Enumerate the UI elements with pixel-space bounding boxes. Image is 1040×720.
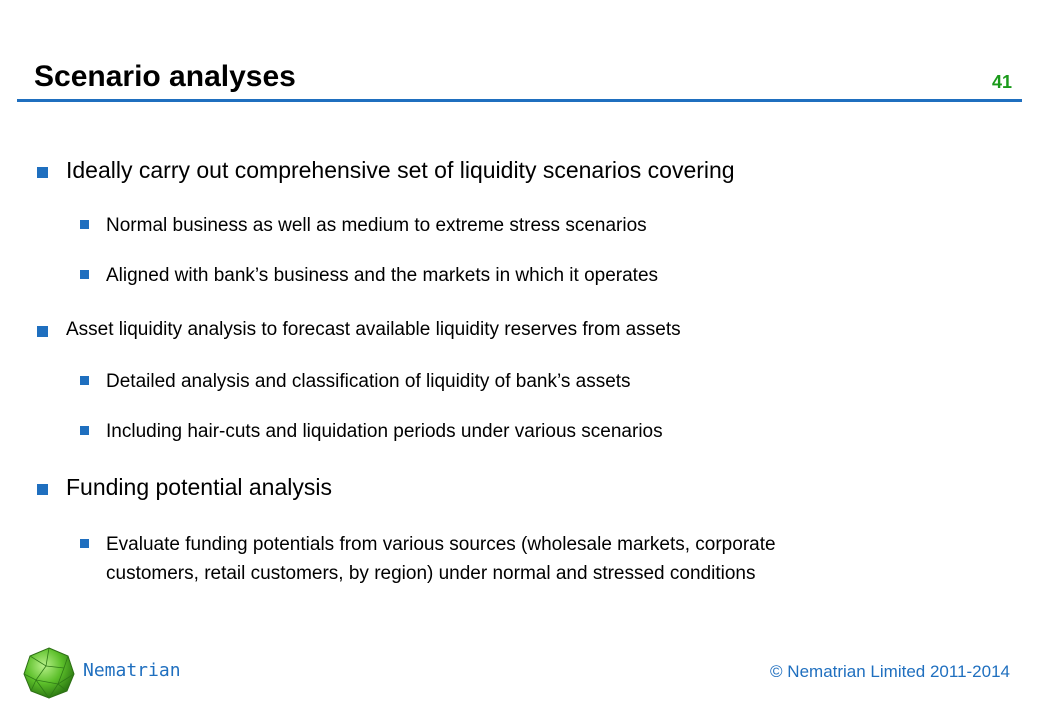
- bullet-text: Evaluate funding potentials from various sources (wholesale markets, corporate: [106, 534, 776, 555]
- slide-title: Scenario analyses: [34, 60, 296, 93]
- bullet-text: Aligned with bank’s business and the markets in which it operates: [106, 265, 659, 286]
- bullet-square-icon: [80, 270, 89, 279]
- bullet-square-icon: [80, 220, 89, 229]
- bullet-text: Detailed analysis and classification of liquidity of bank’s assets: [106, 371, 631, 392]
- bullet-text: Funding potential analysis: [66, 474, 332, 500]
- bullet-text-continued: customers, retail customers, by region) under normal and stressed conditions: [106, 563, 756, 584]
- green-polyhedron-icon: [22, 646, 76, 700]
- sub-bullet-item: [0, 531, 1040, 589]
- bullet-item: [0, 316, 1040, 346]
- bullet-text: Including hair-cuts and liquidation periods under various scenarios: [106, 421, 663, 442]
- page-number: 41: [991, 72, 1012, 92]
- bullet-item: [0, 474, 1040, 504]
- bullet-square-icon: [37, 484, 48, 495]
- bullet-text: Asset liquidity analysis to forecast available liquidity reserves from assets: [66, 319, 681, 340]
- sub-bullet-item: [0, 212, 1040, 240]
- brand-name: Nematrian: [83, 660, 181, 681]
- bullet-text: Ideally carry out comprehensive set of liquidity scenarios covering: [66, 157, 735, 183]
- bullet-square-icon: [80, 426, 89, 435]
- bullet-text: Normal business as well as medium to extreme stress scenarios: [106, 215, 647, 236]
- bullet-square-icon: [80, 376, 89, 385]
- sub-bullet-item: [0, 418, 1040, 446]
- copyright-notice: © Nematrian Limited 2011-2014: [770, 662, 1010, 681]
- sub-bullet-item: [0, 368, 1040, 396]
- bullet-item: [0, 157, 1040, 187]
- bullet-square-icon: [37, 167, 48, 178]
- bullet-square-icon: [80, 539, 89, 548]
- sub-bullet-item: [0, 262, 1040, 290]
- bullet-square-icon: [37, 326, 48, 337]
